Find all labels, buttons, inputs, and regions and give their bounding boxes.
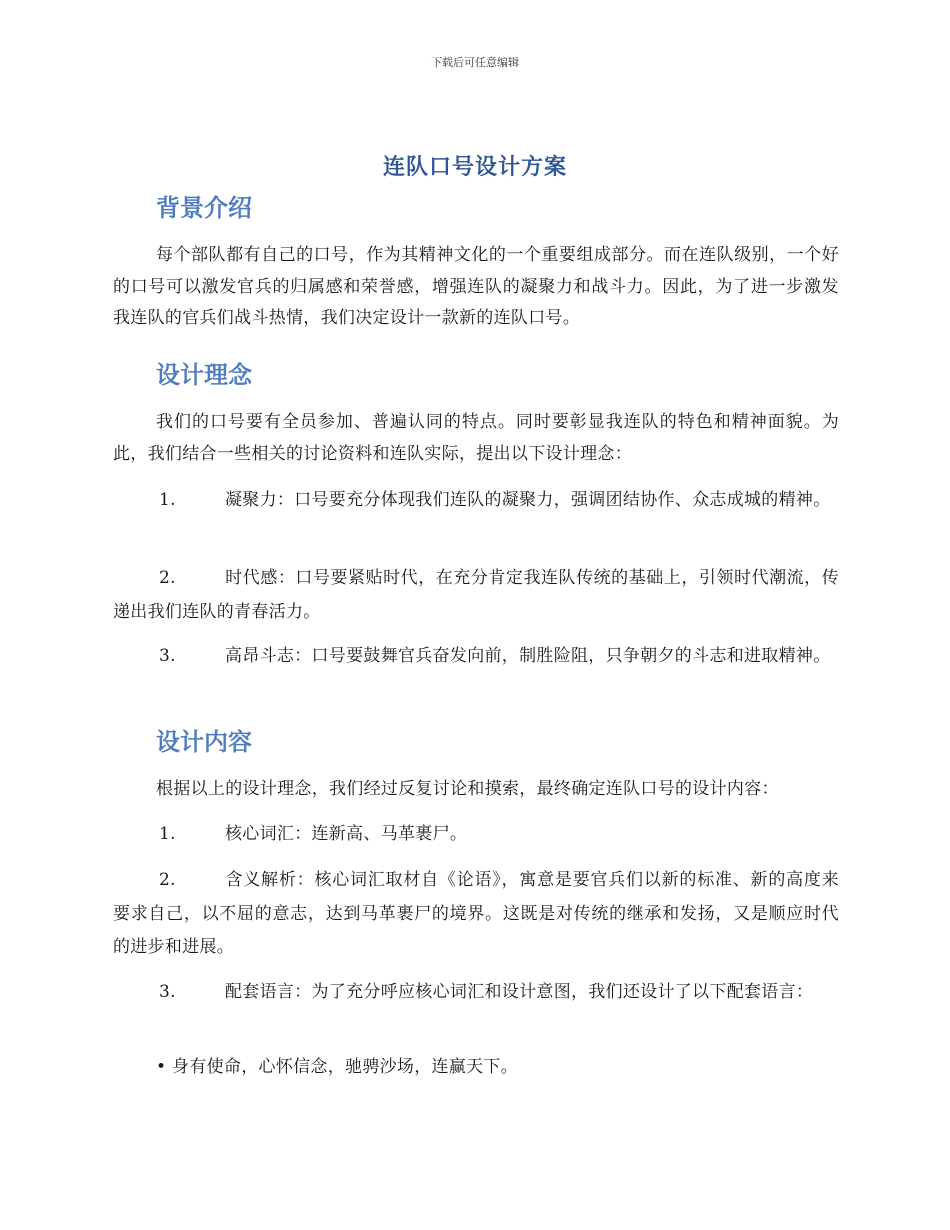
section-heading-design-content: 设计内容: [156, 728, 252, 756]
concept-list-item: [113, 484, 839, 518]
header-note: 下载后可任意编辑: [431, 56, 519, 69]
list-item-number: 1.: [159, 824, 176, 844]
list-item-text: 时代感：口号要紧贴时代，在充分肯定我连队传统的基础上，引领时代潮流，传递出我们连队的青春活力。: [113, 568, 839, 622]
design-content-paragraph: 根据以上的设计理念，我们经过反复讨论和摸索，最终确定连队口号的设计内容：: [156, 779, 779, 799]
design-concept-paragraph: 我们的口号要有全员参加、普遍认同的特点。同时要彰显我连队的特色和精神面貌。为此，我们结合一些相关的讨论资料和连队实际，提出以下设计理念：: [113, 412, 839, 464]
content-list-item: [113, 976, 839, 1010]
background-paragraph: 每个部队都有自己的口号，作为其精神文化的一个重要组成部分。而在连队级别，一个好的口号可以激发官兵的归属感和荣誉感，增强连队的凝聚力和战斗力。因此，为了进一步激发我连队的官兵们战斗热情，我们决定设计一款新的连队口号。: [113, 245, 839, 328]
list-item-number: 3.: [159, 646, 176, 666]
list-item-text: 含义解析：核心词汇取材自《论语》，寓意是要官兵们以新的标准、新的高度来要求自己，以不屈的意志，达到马革裹尸的境界。这既是对传统的继承和发扬，又是顺应时代的进步和进展。: [113, 870, 839, 957]
document-title: 连队口号设计方案: [382, 155, 567, 180]
content-list-item: [113, 818, 839, 852]
section-heading-background: 背景介绍: [156, 194, 252, 222]
list-item-number: 2.: [159, 568, 176, 588]
list-item-text: 凝聚力：口号要充分体现我们连队的凝聚力，强调团结协作、众志成城的精神。: [225, 490, 831, 510]
concept-list-item: [113, 640, 839, 674]
section-heading-design-concept: 设计理念: [156, 361, 252, 389]
slogan-bullet: • 身有使命，心怀信念，驰骋沙场，连赢天下。: [156, 1057, 519, 1077]
content-list-item: [113, 864, 839, 965]
list-item-number: 2.: [159, 870, 176, 890]
list-item-text: 高昂斗志：口号要鼓舞官兵奋发向前，制胜险阻，只争朝夕的斗志和进取精神。: [225, 646, 831, 666]
concept-list-item: [113, 562, 839, 629]
list-item-text: 核心词汇：连新高、马革裹尸。: [225, 824, 468, 844]
list-item-number: 1.: [159, 490, 176, 510]
list-item-text: 配套语言：为了充分呼应核心词汇和设计意图，我们还设计了以下配套语言：: [225, 982, 814, 1002]
list-item-number: 3.: [159, 982, 176, 1002]
